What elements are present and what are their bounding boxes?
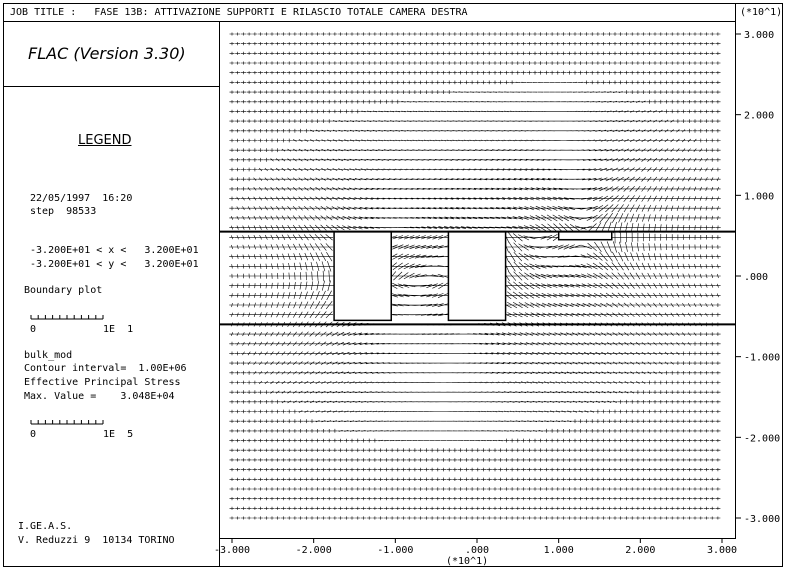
program-title: FLAC (Version 3.30) [28, 44, 186, 63]
scale2-max: 1E 5 [103, 429, 134, 440]
contour-interval: Contour interval= 1.00E+06 [24, 363, 187, 374]
x-axis-unit: (*10^1) [446, 556, 489, 567]
y-tick-label: -2.000 [744, 433, 781, 445]
x-tick-label: 2.000 [625, 545, 656, 556]
scale1-min: 0 [30, 324, 37, 335]
opening-3 [559, 232, 612, 240]
y-tick-label: .000 [744, 272, 769, 283]
opening-1 [334, 232, 391, 321]
y-tick-label: -3.000 [744, 514, 781, 525]
x-range: -3.200E+01 < x < 3.200E+01 [24, 245, 199, 256]
step-count: step 98533 [30, 206, 97, 217]
y-tick-label: 2.000 [744, 110, 775, 122]
y-tick-label: 3.000 [744, 30, 775, 41]
y-tick-label: 1.000 [744, 191, 775, 203]
scale1-max: 1E 1 [103, 324, 134, 335]
x-tick-label: -1.000 [377, 545, 414, 556]
x-tick-label: -2.000 [295, 545, 332, 556]
legend-title: LEGEND [78, 133, 132, 148]
scale2-min: 0 [30, 429, 37, 440]
x-tick-label: 3.000 [706, 545, 738, 556]
x-tick-label: 1.000 [543, 545, 574, 556]
variable-label: bulk_mod [24, 350, 73, 361]
y-axis-unit: (*10^1) [740, 7, 783, 18]
x-tick-label: -3.000 [213, 545, 251, 556]
job-title: JOB TITLE : FASE 13B: ATTIVAZIONE SUPPORTI E RILASCIO TOTALE CAMERA DESTRA [10, 7, 468, 18]
x-tick-label: .000 [464, 545, 490, 556]
opening-2 [448, 232, 505, 321]
y-range: -3.200E+01 < y < 3.200E+01 [24, 259, 199, 270]
max-value: Max. Value = 3.048E+04 [24, 391, 175, 402]
y-tick-label: -1.000 [744, 352, 781, 364]
organization: I.GE.A.S. [18, 521, 73, 532]
address: V. Reduzzi 9 10134 TORINO [18, 535, 175, 546]
stress-label: Effective Principal Stress [24, 377, 181, 388]
plot-date: 22/05/1997 16:20 [30, 193, 133, 204]
boundary-label: Boundary plot [24, 285, 103, 296]
